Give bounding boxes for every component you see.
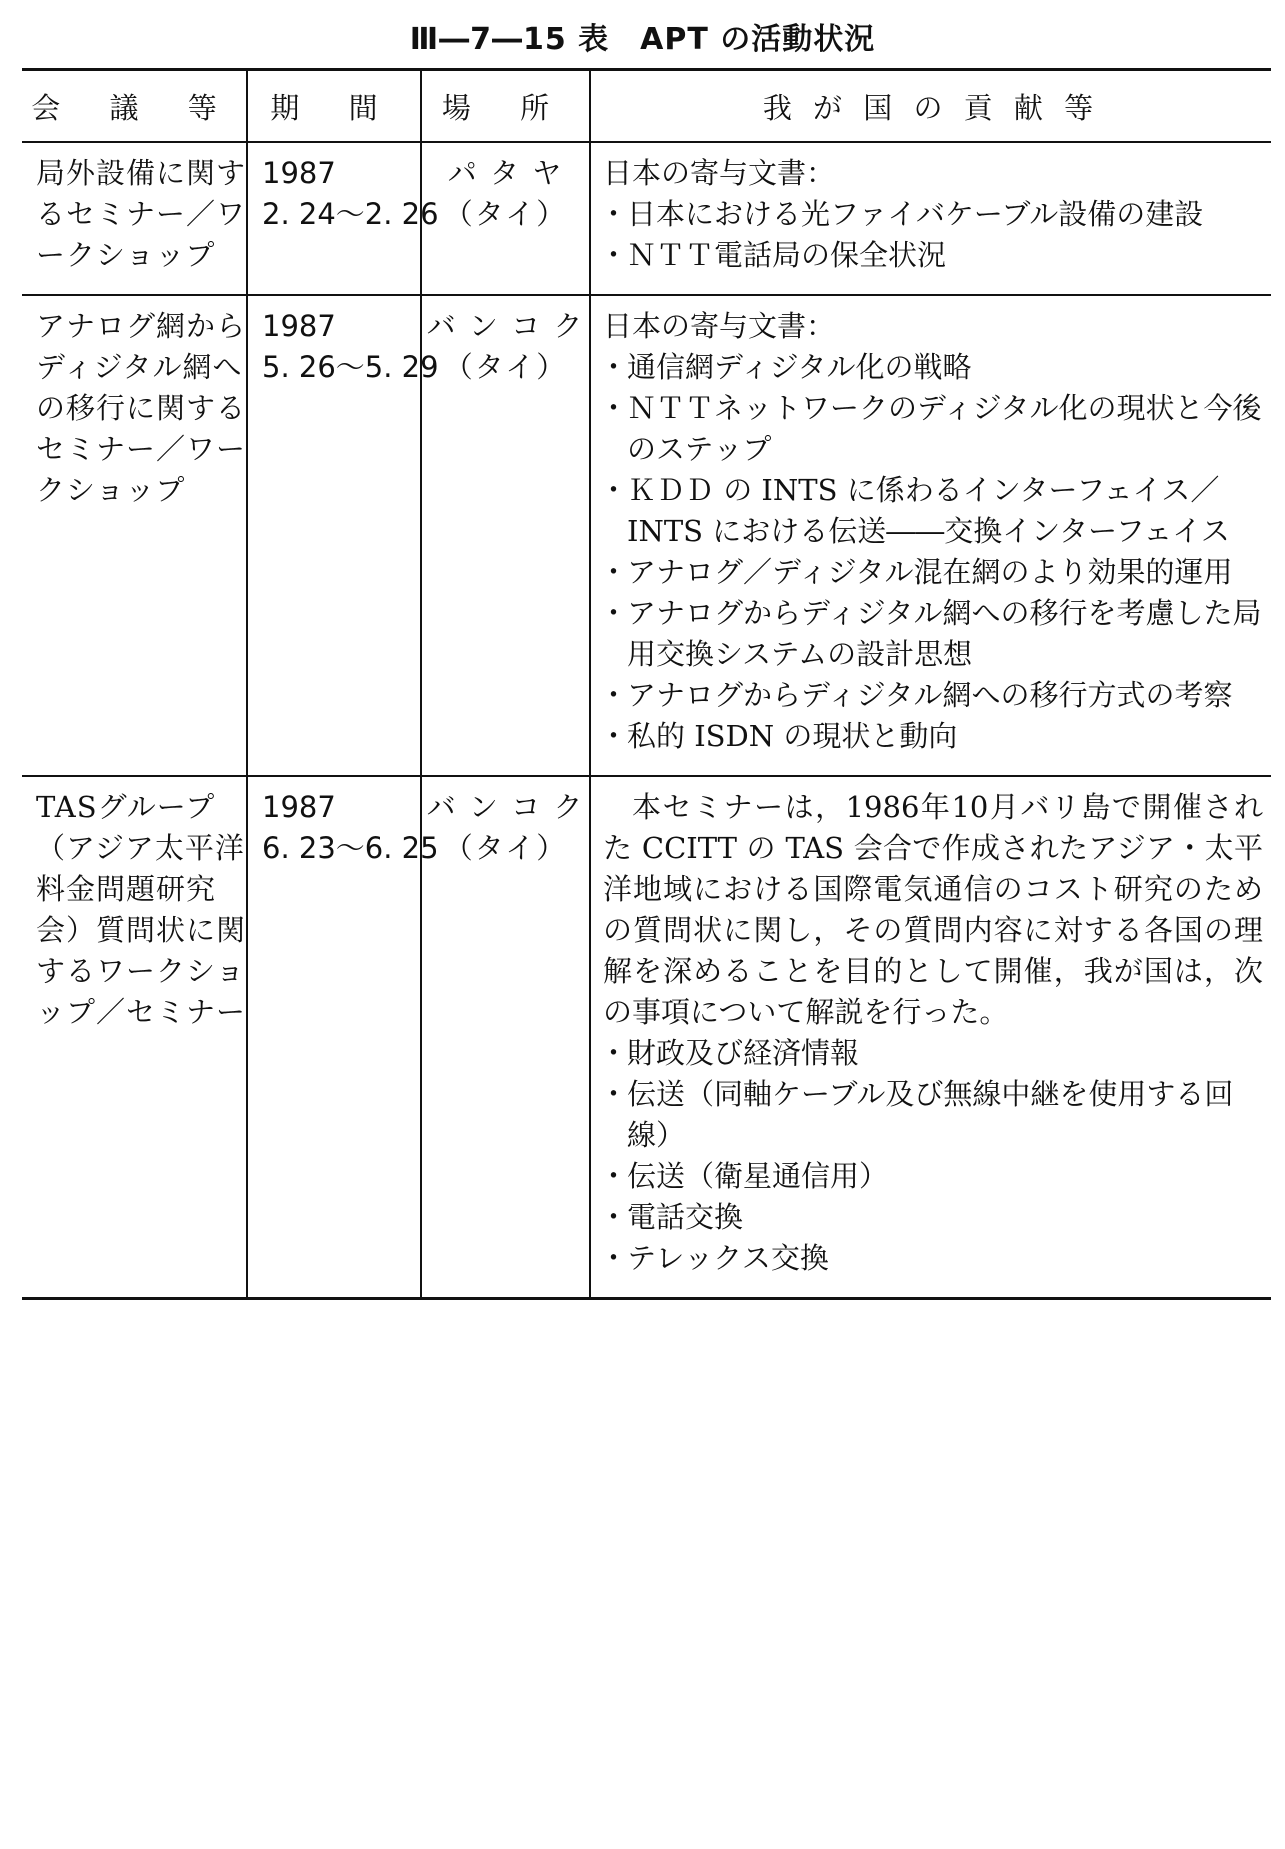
meeting-name-line: セミナー／ワー bbox=[36, 432, 247, 466]
period-dates: 2. 24～2. 26 bbox=[262, 197, 439, 231]
meeting-name-line: 局外設備に関す bbox=[36, 156, 247, 190]
contribution-item: ・ 伝送（同軸ケーブル及び無線中継を使用する回線） bbox=[603, 1074, 1263, 1156]
contribution-item: ・ 日本における光ファイバケーブル設備の建設 bbox=[603, 194, 1263, 235]
meeting-name-line: ークショップ bbox=[36, 238, 216, 272]
period-year: 1987 bbox=[262, 156, 336, 190]
table-row bbox=[22, 776, 1271, 1299]
place-city: バ ン コ ク bbox=[426, 309, 585, 343]
meeting-name-line: 料金問題研究 bbox=[36, 872, 217, 906]
contribution-cell bbox=[590, 776, 1271, 1299]
period-cell bbox=[247, 776, 439, 1299]
contribution-item: ・ 私的 ISDN の現状と動向 bbox=[603, 716, 1263, 757]
meeting-name-line: ップ／セミナー bbox=[36, 995, 247, 1029]
period-dates: 5. 26～5. 29 bbox=[262, 350, 439, 384]
contribution-item: ・ ＮＴＴネットワークのディジタル化の現状と今後のステップ bbox=[603, 388, 1263, 470]
header-period: 期 間 bbox=[247, 70, 421, 143]
header-meeting: 会 議 等 bbox=[22, 70, 247, 143]
contribution-item: ・ ＮＴＴ電話局の保全状況 bbox=[603, 235, 1263, 276]
meeting-name-line: TASグループ bbox=[36, 790, 216, 824]
meeting-name-line: の移行に関する bbox=[36, 391, 247, 425]
period-cell bbox=[247, 142, 439, 295]
contribution-heading: 日本の寄与文書： bbox=[603, 309, 836, 343]
place-country: （タイ） bbox=[443, 350, 568, 384]
meeting-name-line: るセミナー／ワ bbox=[36, 197, 247, 231]
meeting-name-line: ディジタル網へ bbox=[36, 350, 243, 384]
contribution-cell bbox=[590, 295, 1271, 776]
meeting-cell bbox=[22, 776, 247, 1299]
period-cell bbox=[247, 295, 439, 776]
contribution-heading: 日本の寄与文書： bbox=[603, 156, 836, 190]
contribution-item: ・ 通信網ディジタル化の戦略 bbox=[603, 347, 1263, 388]
contribution-intro: 本セミナーは，1986年10月バリ島で開催された CCITT の TAS 会合で作成されたアジア・太平洋地域における国際電気通信のコスト研究のための質問状に関し，その質問内容に対する各国の理解を深めることを目的として開催，我が国は，次の事項について解説を行った。 bbox=[603, 790, 1263, 1029]
meeting-name-line: 会）質問状に関 bbox=[36, 913, 247, 947]
meeting-name-line: アナログ網から bbox=[36, 309, 247, 343]
contribution-cell bbox=[590, 142, 1271, 295]
place-city: パ タ ヤ bbox=[447, 156, 564, 190]
header-contribution: 我 が 国 の 貢 献 等 bbox=[590, 70, 1271, 143]
table-row bbox=[22, 142, 1271, 295]
place-cell bbox=[421, 776, 590, 1299]
place-cell bbox=[421, 142, 590, 295]
contribution-item: ・ アナログからディジタル網への移行方式の考察 bbox=[603, 675, 1263, 716]
table-row bbox=[22, 295, 1271, 776]
contribution-item: ・ ＫＤＤ の INTS に係わるインターフェイス／INTS における伝送――交換インターフェイス bbox=[603, 470, 1263, 552]
contribution-item: ・ 電話交換 bbox=[603, 1197, 1263, 1238]
table-title: Ⅲ―7―15 表 APT の活動状況 bbox=[409, 22, 876, 57]
meeting-cell bbox=[22, 295, 247, 776]
contribution-item: ・ アナログ／ディジタル混在網のより効果的運用 bbox=[603, 552, 1263, 593]
place-country: （タイ） bbox=[443, 197, 568, 231]
header-row bbox=[22, 70, 1271, 143]
meeting-name-line: するワークショ bbox=[36, 954, 246, 988]
period-dates: 6. 23～6. 25 bbox=[262, 831, 439, 865]
meeting-name-line: （アジア太平洋 bbox=[36, 831, 245, 865]
period-year: 1987 bbox=[262, 309, 336, 343]
contribution-item: ・ 財政及び経済情報 bbox=[603, 1033, 1263, 1074]
contribution-item: ・ 伝送（衛星通信用） bbox=[603, 1156, 1263, 1197]
place-cell bbox=[421, 295, 590, 776]
meeting-cell bbox=[22, 142, 247, 295]
place-city: バ ン コ ク bbox=[426, 790, 585, 824]
meeting-name-line: クショップ bbox=[36, 473, 186, 507]
apt-activity-table bbox=[22, 68, 1271, 1300]
contribution-item: ・ アナログからディジタル網への移行を考慮した局用交換システムの設計思想 bbox=[603, 593, 1263, 675]
contribution-item: ・ テレックス交換 bbox=[603, 1238, 1263, 1279]
period-year: 1987 bbox=[262, 790, 336, 824]
place-country: （タイ） bbox=[443, 831, 568, 865]
header-place: 場 所 bbox=[421, 70, 590, 143]
